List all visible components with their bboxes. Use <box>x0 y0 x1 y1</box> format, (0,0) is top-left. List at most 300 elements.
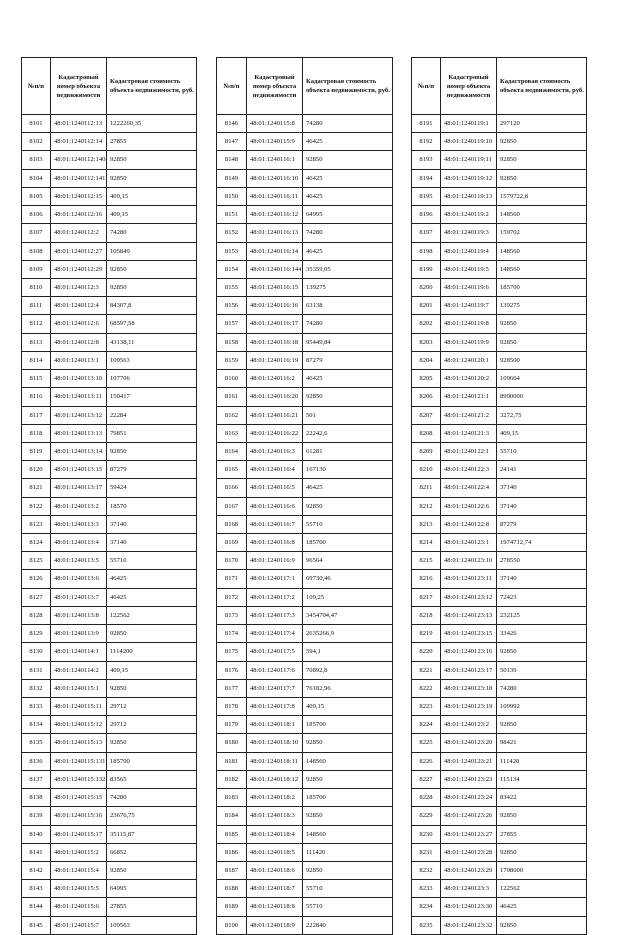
cadastral-number: 48:01:1240123:15 <box>441 625 497 643</box>
table-row <box>412 734 587 752</box>
cadastral-number: 48:01:1240117:1 <box>247 570 303 588</box>
cadastral-value: 55710 <box>303 515 393 533</box>
row-number: 8126 <box>22 570 51 588</box>
cadastral-number: 48:01:1240123:3 <box>441 880 497 898</box>
cadastral-value: 92850 <box>107 625 197 643</box>
row-number: 8119 <box>22 442 51 460</box>
cadastral-number: 48:01:1240116:12 <box>247 206 303 224</box>
cadastral-number: 48:01:1240118:6 <box>247 861 303 879</box>
row-number: 8136 <box>22 752 51 770</box>
cadastral-value: 3454704,47 <box>303 606 393 624</box>
table-row <box>217 916 393 934</box>
row-number: 8188 <box>217 880 247 898</box>
table-row <box>217 515 393 533</box>
table-row <box>22 187 197 205</box>
cadastral-value: 87279 <box>107 461 197 479</box>
row-number: 8128 <box>22 606 51 624</box>
cadastral-value: 66852 <box>107 843 197 861</box>
cadastral-number: 48:01:1240113:6 <box>51 570 107 588</box>
cadastral-value: 928500 <box>497 351 587 369</box>
cadastral-value: 109563 <box>107 916 197 934</box>
cadastral-number: 48:01:1240123:23 <box>441 770 497 788</box>
cadastral-number: 48:01:1240113:9 <box>51 625 107 643</box>
cadastral-number: 48:01:1240115:131 <box>51 752 107 770</box>
row-number: 8156 <box>217 297 247 315</box>
cadastral-number: 48:01:1240119:6 <box>441 278 497 296</box>
cadastral-number: 48:01:1240113:17 <box>51 479 107 497</box>
row-number: 8216 <box>412 570 441 588</box>
row-number: 8117 <box>22 406 51 424</box>
cadastral-value: 109,25 <box>303 588 393 606</box>
cadastral-value: 23676,75 <box>107 807 197 825</box>
row-number: 8169 <box>217 534 247 552</box>
cadastral-number: 48:01:1240116:2 <box>247 370 303 388</box>
cadastral-number: 48:01:1240116:6 <box>247 497 303 515</box>
table-row <box>22 260 197 278</box>
row-number: 8209 <box>412 442 441 460</box>
table-row <box>412 497 587 515</box>
cadastral-value: 59424 <box>107 479 197 497</box>
cadastral-value: 64995 <box>303 206 393 224</box>
cadastral-number: 48:01:1240121:3 <box>441 424 497 442</box>
header-cadastral-number: Кадастровый номер объекта недвижимости <box>51 58 107 115</box>
row-number: 8181 <box>217 752 247 770</box>
row-number: 8177 <box>217 679 247 697</box>
cadastral-value: 22242,6 <box>303 424 393 442</box>
table-row <box>412 133 587 151</box>
table-row <box>22 861 197 879</box>
row-number: 8189 <box>217 898 247 916</box>
cadastral-number: 48:01:1240116:17 <box>247 315 303 333</box>
row-number: 8222 <box>412 679 441 697</box>
table-row <box>412 479 587 497</box>
row-number: 8143 <box>22 880 51 898</box>
cadastral-value: 96564 <box>303 552 393 570</box>
cadastral-number: 48:01:1240122:4 <box>441 479 497 497</box>
cadastral-number: 48:01:1240118:7 <box>247 880 303 898</box>
row-number: 8235 <box>412 916 441 934</box>
table-row <box>412 534 587 552</box>
cadastral-number: 48:01:1240116:8 <box>247 534 303 552</box>
row-number: 8153 <box>217 242 247 260</box>
cadastral-value: 185700 <box>107 752 197 770</box>
cadastral-value: 111420 <box>303 843 393 861</box>
cadastral-table-1 <box>21 57 197 935</box>
cadastral-number: 48:01:1240118:3 <box>247 807 303 825</box>
cadastral-number: 48:01:1240123:19 <box>441 698 497 716</box>
table-row <box>412 370 587 388</box>
header-cadastral-number: Кадастровый номер объекта недвижимости <box>247 58 303 115</box>
cadastral-number: 48:01:1240112:14 <box>51 133 107 151</box>
cadastral-number: 48:01:1240122:1 <box>441 442 497 460</box>
cadastral-value: 148560 <box>497 206 587 224</box>
table-row <box>412 843 587 861</box>
table-row <box>22 698 197 716</box>
row-number: 8122 <box>22 497 51 515</box>
cadastral-number: 48:01:1240116:15 <box>247 278 303 296</box>
row-number: 8171 <box>217 570 247 588</box>
row-number: 8174 <box>217 625 247 643</box>
cadastral-value: 33426 <box>497 625 587 643</box>
cadastral-number: 48:01:1240112:4 <box>51 297 107 315</box>
cadastral-value: 109563 <box>107 351 197 369</box>
cadastral-number: 48:01:1240116:1 <box>247 151 303 169</box>
table-row <box>217 351 393 369</box>
row-number: 8109 <box>22 260 51 278</box>
table-row <box>217 570 393 588</box>
cadastral-value: 74280 <box>303 315 393 333</box>
row-number: 8199 <box>412 260 441 278</box>
cadastral-number: 48:01:1240113:7 <box>51 588 107 606</box>
table-row <box>217 807 393 825</box>
row-number: 8200 <box>412 278 441 296</box>
row-number: 8134 <box>22 716 51 734</box>
row-number: 8185 <box>217 825 247 843</box>
row-number: 8196 <box>412 206 441 224</box>
cadastral-number: 48:01:1240116:7 <box>247 515 303 533</box>
table-row <box>22 752 197 770</box>
cadastral-number: 48:01:1240119:5 <box>441 260 497 278</box>
table-row <box>217 333 393 351</box>
cadastral-value: 63138 <box>303 297 393 315</box>
cadastral-number: 48:01:1240116:21 <box>247 406 303 424</box>
cadastral-number: 48:01:1240112:6 <box>51 315 107 333</box>
table-row <box>412 424 587 442</box>
cadastral-value: 69730,46 <box>303 570 393 588</box>
cadastral-number: 48:01:1240118:1 <box>247 716 303 734</box>
row-number: 8161 <box>217 388 247 406</box>
cadastral-value: 92850 <box>497 333 587 351</box>
table-row <box>22 880 197 898</box>
cadastral-number: 48:01:1240123:20 <box>441 734 497 752</box>
cadastral-value: 22284 <box>107 406 197 424</box>
row-number: 8151 <box>217 206 247 224</box>
cadastral-value: 46425 <box>303 133 393 151</box>
cadastral-value: 409,15 <box>303 698 393 716</box>
table-row <box>412 515 587 533</box>
cadastral-number: 48:01:1240113:8 <box>51 606 107 624</box>
cadastral-value: 92850 <box>497 133 587 151</box>
cadastral-value: 46425 <box>303 187 393 205</box>
cadastral-number: 48:01:1240123:26 <box>441 807 497 825</box>
cadastral-number: 48:01:1240120:1 <box>441 351 497 369</box>
cadastral-value: 92850 <box>497 315 587 333</box>
table-row <box>22 424 197 442</box>
cadastral-number: 48:01:1240118:12 <box>247 770 303 788</box>
table-row <box>217 169 393 187</box>
table-row <box>22 643 197 661</box>
cadastral-number: 48:01:1240114:2 <box>51 661 107 679</box>
cadastral-value: 64995 <box>107 880 197 898</box>
table-row <box>217 898 393 916</box>
table-row <box>22 716 197 734</box>
row-number: 8179 <box>217 716 247 734</box>
cadastral-value: 1974712,74 <box>497 534 587 552</box>
table-row <box>412 752 587 770</box>
cadastral-value: 46425 <box>107 570 197 588</box>
table-row <box>217 843 393 861</box>
table-header-row <box>22 58 197 115</box>
table-row <box>22 916 197 934</box>
table-row <box>22 351 197 369</box>
cadastral-value: 111420 <box>497 752 587 770</box>
row-number: 8202 <box>412 315 441 333</box>
table-row <box>22 115 197 133</box>
row-number: 8146 <box>217 115 247 133</box>
row-number: 8144 <box>22 898 51 916</box>
cadastral-value: 83565 <box>107 770 197 788</box>
cadastral-value: 24141 <box>497 461 587 479</box>
row-number: 8225 <box>412 734 441 752</box>
cadastral-number: 48:01:1240117:7 <box>247 679 303 697</box>
table-row <box>412 242 587 260</box>
cadastral-value: 35115,87 <box>107 825 197 843</box>
cadastral-number: 48:01:1240123:28 <box>441 843 497 861</box>
table-row <box>22 133 197 151</box>
table-row <box>217 880 393 898</box>
cadastral-value: 139275 <box>303 278 393 296</box>
cadastral-number: 48:01:1240113:10 <box>51 370 107 388</box>
row-number: 8101 <box>22 115 51 133</box>
cadastral-value: 87279 <box>303 351 393 369</box>
cadastral-value: 37140 <box>107 515 197 533</box>
row-number: 8195 <box>412 187 441 205</box>
cadastral-number: 48:01:1240120:2 <box>441 370 497 388</box>
table-row <box>412 716 587 734</box>
row-number: 8114 <box>22 351 51 369</box>
cadastral-value: 92850 <box>107 734 197 752</box>
cadastral-number: 48:01:1240116:20 <box>247 388 303 406</box>
cadastral-number: 48:01:1240117:3 <box>247 606 303 624</box>
cadastral-number: 48:01:1240117:2 <box>247 588 303 606</box>
cadastral-value: 92850 <box>497 151 587 169</box>
row-number: 8107 <box>22 224 51 242</box>
table-row <box>22 515 197 533</box>
cadastral-number: 48:01:1240117:8 <box>247 698 303 716</box>
table-row <box>22 679 197 697</box>
row-number: 8201 <box>412 297 441 315</box>
row-number: 8224 <box>412 716 441 734</box>
cadastral-number: 48:01:1240115:12 <box>51 716 107 734</box>
table-row <box>217 315 393 333</box>
row-number: 8232 <box>412 861 441 879</box>
cadastral-number: 48:01:1240119:2 <box>441 206 497 224</box>
row-number: 8182 <box>217 770 247 788</box>
cadastral-number: 48:01:1240116:4 <box>247 461 303 479</box>
cadastral-value: 74280 <box>497 679 587 697</box>
table-row <box>412 260 587 278</box>
row-number: 8207 <box>412 406 441 424</box>
cadastral-number: 48:01:1240113:12 <box>51 406 107 424</box>
row-number: 8157 <box>217 315 247 333</box>
cadastral-number: 48:01:1240119:13 <box>441 187 497 205</box>
cadastral-value: 185700 <box>303 534 393 552</box>
table-row <box>22 333 197 351</box>
table-row <box>217 861 393 879</box>
table-row <box>412 570 587 588</box>
cadastral-value: 167130 <box>303 461 393 479</box>
table-row <box>412 333 587 351</box>
cadastral-number: 48:01:1240123:21 <box>441 752 497 770</box>
row-number: 8133 <box>22 698 51 716</box>
row-number: 8125 <box>22 552 51 570</box>
cadastral-number: 48:01:1240112:141 <box>51 169 107 187</box>
table-row <box>22 588 197 606</box>
table-row <box>22 898 197 916</box>
cadastral-number: 48:01:1240117:5 <box>247 643 303 661</box>
table-row <box>217 370 393 388</box>
table-row <box>412 588 587 606</box>
cadastral-value: 46425 <box>497 898 587 916</box>
cadastral-value: 409,15 <box>497 424 587 442</box>
cadastral-value: 185700 <box>303 716 393 734</box>
table-row <box>217 625 393 643</box>
cadastral-number: 48:01:1240112:29 <box>51 260 107 278</box>
cadastral-number: 48:01:1240115:7 <box>51 916 107 934</box>
row-number: 8204 <box>412 351 441 369</box>
cadastral-value: 3272,75 <box>497 406 587 424</box>
cadastral-number: 48:01:1240115:6 <box>51 898 107 916</box>
table-row <box>217 679 393 697</box>
table-row <box>412 625 587 643</box>
table-row <box>22 479 197 497</box>
table-header-row <box>217 58 393 115</box>
table-row <box>412 679 587 697</box>
cadastral-value: 1222260,35 <box>107 115 197 133</box>
table-row <box>412 206 587 224</box>
table-row <box>22 570 197 588</box>
row-number: 8211 <box>412 479 441 497</box>
row-number: 8123 <box>22 515 51 533</box>
cadastral-number: 48:01:1240123:10 <box>441 552 497 570</box>
cadastral-value: 109604 <box>497 370 587 388</box>
cadastral-value: 594,1 <box>303 643 393 661</box>
cadastral-number: 48:01:1240117:6 <box>247 661 303 679</box>
cadastral-number: 48:01:1240122:8 <box>441 515 497 533</box>
cadastral-number: 48:01:1240113:2 <box>51 497 107 515</box>
cadastral-number: 48:01:1240119:7 <box>441 297 497 315</box>
cadastral-value: 83422 <box>497 789 587 807</box>
row-number: 8206 <box>412 388 441 406</box>
cadastral-value: 297120 <box>497 115 587 133</box>
row-number: 8187 <box>217 861 247 879</box>
row-number: 8160 <box>217 370 247 388</box>
cadastral-value: 55710 <box>497 442 587 460</box>
cadastral-number: 48:01:1240123:27 <box>441 825 497 843</box>
row-number: 8142 <box>22 861 51 879</box>
table-row <box>217 461 393 479</box>
cadastral-number: 48:01:1240115:8 <box>247 115 303 133</box>
table-row <box>22 169 197 187</box>
row-number: 8131 <box>22 661 51 679</box>
row-number: 8208 <box>412 424 441 442</box>
table-row <box>217 133 393 151</box>
cadastral-value: 148560 <box>303 825 393 843</box>
cadastral-value: 55710 <box>107 552 197 570</box>
row-number: 8120 <box>22 461 51 479</box>
cadastral-number: 48:01:1240114:1 <box>51 643 107 661</box>
cadastral-value: 70892,8 <box>303 661 393 679</box>
header-number: №п/п <box>412 58 441 115</box>
cadastral-value: 46425 <box>303 169 393 187</box>
cadastral-value: 92850 <box>107 260 197 278</box>
cadastral-number: 48:01:1240115:4 <box>51 861 107 879</box>
cadastral-value: 72423 <box>497 588 587 606</box>
cadastral-value: 37140 <box>497 497 587 515</box>
cadastral-table-2 <box>216 57 393 935</box>
cadastral-number: 48:01:1240115:11 <box>51 698 107 716</box>
cadastral-value: 87279 <box>497 515 587 533</box>
table-row <box>412 187 587 205</box>
row-number: 8154 <box>217 260 247 278</box>
row-number: 8210 <box>412 461 441 479</box>
cadastral-number: 48:01:1240123:24 <box>441 789 497 807</box>
row-number: 8175 <box>217 643 247 661</box>
cadastral-value: 55710 <box>303 880 393 898</box>
row-number: 8115 <box>22 370 51 388</box>
cadastral-value: 1114200 <box>107 643 197 661</box>
table-row <box>412 151 587 169</box>
row-number: 8212 <box>412 497 441 515</box>
cadastral-number: 48:01:1240123:11 <box>441 570 497 588</box>
row-number: 8137 <box>22 770 51 788</box>
table-row <box>22 370 197 388</box>
cadastral-number: 48:01:1240115:9 <box>247 133 303 151</box>
cadastral-value: 115134 <box>497 770 587 788</box>
cadastral-value: 92850 <box>303 861 393 879</box>
cadastral-value: 150417 <box>107 388 197 406</box>
row-number: 8130 <box>22 643 51 661</box>
table-row <box>217 424 393 442</box>
table-row <box>217 297 393 315</box>
table-row <box>412 351 587 369</box>
cadastral-value: 148560 <box>497 242 587 260</box>
cadastral-value: 27855 <box>497 825 587 843</box>
table-row <box>217 606 393 624</box>
table-row <box>22 151 197 169</box>
cadastral-value: 92850 <box>107 679 197 697</box>
row-number: 8110 <box>22 278 51 296</box>
cadastral-number: 48:01:1240119:12 <box>441 169 497 187</box>
cadastral-number: 48:01:1240118:2 <box>247 789 303 807</box>
cadastral-value: 185700 <box>303 789 393 807</box>
cadastral-number: 48:01:1240123:2 <box>441 716 497 734</box>
table-row <box>22 278 197 296</box>
row-number: 8118 <box>22 424 51 442</box>
row-number: 8162 <box>217 406 247 424</box>
cadastral-value: 107706 <box>107 370 197 388</box>
cadastral-number: 48:01:1240116:16 <box>247 297 303 315</box>
table-body <box>217 115 393 935</box>
table-row <box>22 315 197 333</box>
table-row <box>22 734 197 752</box>
cadastral-value: 29712 <box>107 698 197 716</box>
cadastral-number: 48:01:1240119:11 <box>441 151 497 169</box>
cadastral-number: 48:01:1240112:2 <box>51 224 107 242</box>
row-number: 8140 <box>22 825 51 843</box>
table-row <box>22 388 197 406</box>
header-cadastral-number: Кадастровый номер объекта недвижимости <box>441 58 497 115</box>
cadastral-value: 185700 <box>497 278 587 296</box>
cadastral-number: 48:01:1240119:4 <box>441 242 497 260</box>
row-number: 8213 <box>412 515 441 533</box>
table-row <box>412 388 587 406</box>
table-row <box>412 115 587 133</box>
cadastral-value: 92850 <box>497 643 587 661</box>
cadastral-number: 48:01:1240112:15 <box>51 187 107 205</box>
table-row <box>412 880 587 898</box>
cadastral-number: 48:01:1240123:13 <box>441 606 497 624</box>
